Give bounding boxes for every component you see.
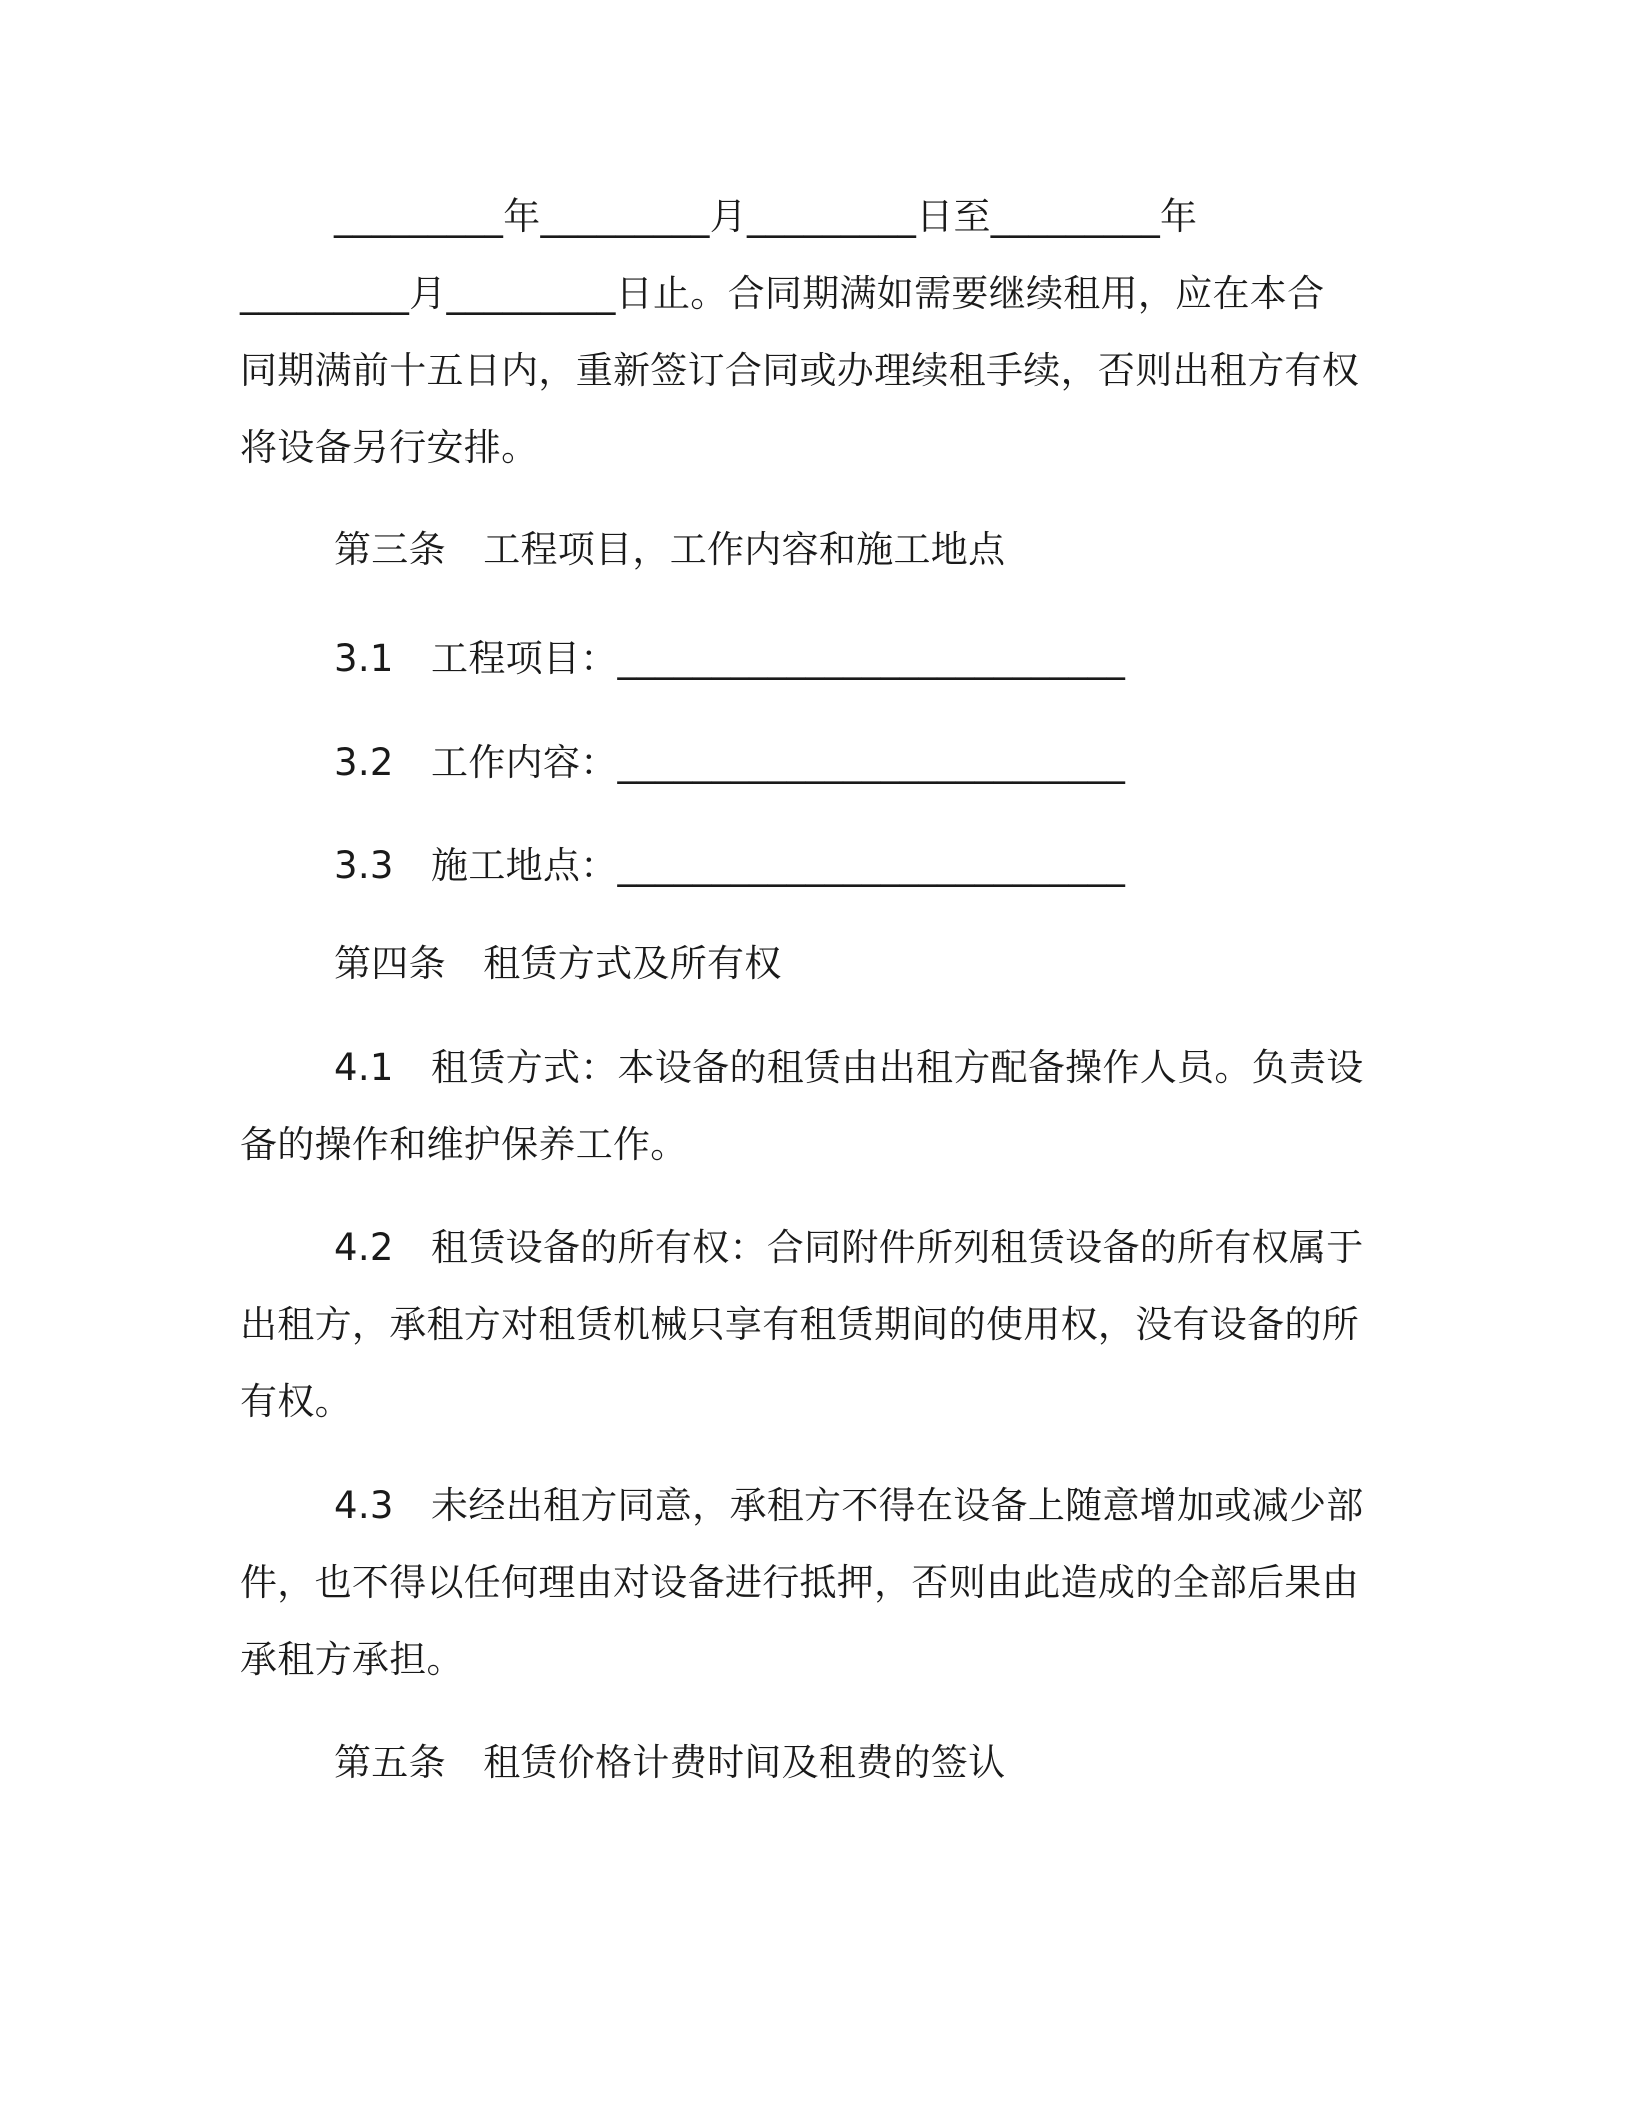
article-4-heading: 第四条 租赁方式及所有权: [334, 942, 782, 985]
article-3-item-2: 3.2 工作内容：___________________________: [334, 741, 1126, 784]
article-3-item-1: 3.1 工程项目：___________________________: [334, 637, 1126, 680]
term-period-line-1: _________年_________月_________日至_________年: [334, 195, 1198, 238]
article-3-item-3: 3.3 施工地点：___________________________: [334, 844, 1126, 887]
term-period-line-3: 同期满前十五日内，重新签订合同或办理续租手续，否则出租方有权: [240, 349, 1359, 392]
term-period-line-4: 将设备另行安排。: [240, 426, 539, 469]
article-4-2-line-1: 4.2 租赁设备的所有权：合同附件所列租赁设备的所有权属于: [334, 1226, 1364, 1269]
article-4-3-line-1: 4.3 未经出租方同意，承租方不得在设备上随意增加或减少部: [334, 1484, 1364, 1527]
article-4-1-line-2: 备的操作和维护保养工作。: [240, 1123, 688, 1166]
article-4-1-line-1: 4.1 租赁方式：本设备的租赁由出租方配备操作人员。负责设: [334, 1046, 1364, 1089]
article-4-3-line-3: 承租方承担。: [240, 1638, 464, 1681]
article-4-2-line-3: 有权。: [240, 1380, 352, 1423]
article-5-heading: 第五条 租赁价格计费时间及租费的签认: [334, 1741, 1006, 1784]
article-4-2-line-2: 出租方，承租方对租赁机械只享有租赁期间的使用权，没有设备的所: [240, 1303, 1359, 1346]
article-4-3-line-2: 件，也不得以任何理由对设备进行抵押，否则由此造成的全部后果由: [240, 1561, 1359, 1604]
term-period-line-2: _________月_________日止。合同期满如需要继续租用，应在本合: [240, 272, 1325, 315]
article-3-heading: 第三条 工程项目，工作内容和施工地点: [334, 528, 1006, 571]
